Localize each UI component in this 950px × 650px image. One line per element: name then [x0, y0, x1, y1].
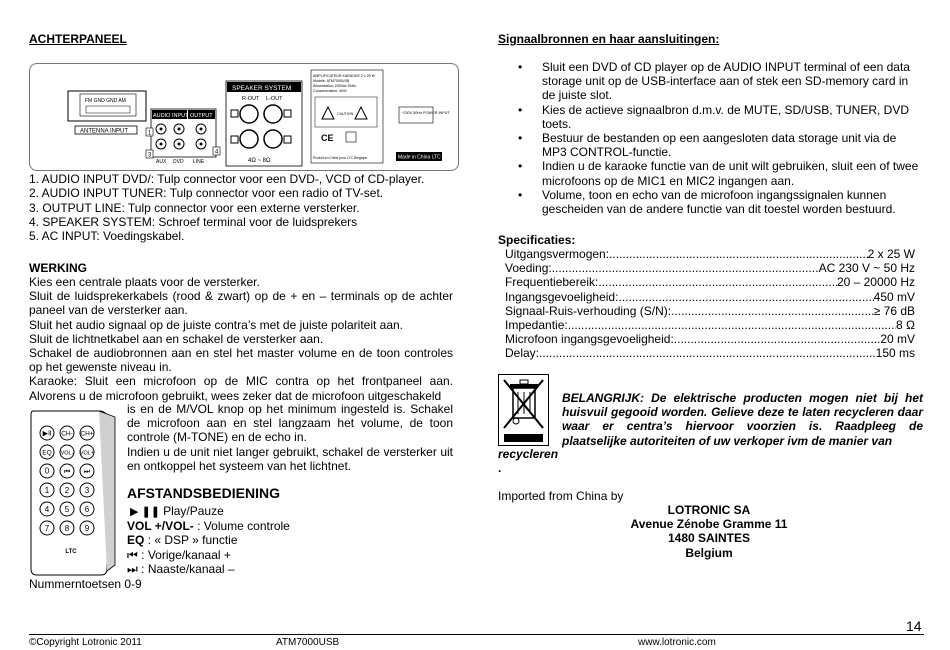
- previous-icon: ⏮: [127, 547, 138, 562]
- page-number: 14: [906, 618, 922, 634]
- next-row: [127, 562, 457, 576]
- prev-row: [127, 548, 457, 562]
- spec-row: [505, 318, 915, 332]
- power-label: ~230V 50Hz POWER INPUT: [401, 111, 450, 115]
- amp-line-1: AMPLIFICATEUR KARAOKE 2 x 25 W: [313, 74, 376, 78]
- address-line: LOTRONIC SA: [667, 503, 751, 517]
- achterpaneel-heading: ACHTERPANEEL: [29, 32, 127, 46]
- svg-text:⏮: ⏮: [63, 468, 71, 476]
- werking-wrap-text: [127, 402, 453, 473]
- speaker-system-label: SPEAKER SYSTEM: [232, 85, 292, 92]
- rear-panel-illustration: [29, 63, 459, 171]
- svg-text:1: 1: [148, 130, 152, 137]
- spec-label: Frequentiebereik:: [505, 275, 599, 290]
- next-desc: : Naaste/kanaal –: [137, 561, 235, 576]
- spec-label: Uitgangsvermogen:: [505, 247, 610, 261]
- connection-item: 2. AUDIO INPUT TUNER: Tulp connector voor een radio of TV-set.: [29, 186, 384, 201]
- made-in-label: Made in China LTC: [398, 154, 441, 161]
- aux-label: AUX: [156, 159, 167, 165]
- svg-text:4: 4: [44, 505, 50, 514]
- eq-key: EQ: [127, 533, 145, 548]
- werking-para: is en de M/VOL knop op het minimum ingesteld is. Schakel de microfoon aan en stel langzaam het volume, de toon controle (M-TONE) en de echo in.: [127, 402, 453, 445]
- spec-value: 2 x 25 W: [867, 247, 915, 261]
- fm-label: FM GND GND AM: [85, 98, 126, 104]
- svg-text:CH+: CH+: [80, 430, 94, 438]
- vol-key: VOL +/VOL-: [127, 519, 194, 534]
- svg-text:3: 3: [148, 152, 152, 159]
- audio-input-label: AUDIO INPUT: [153, 113, 189, 119]
- bullet-item: • Sluit een DVD of CD player op de AUDIO INPUT terminal of een data storage unit op de USB-interface aan of stek een SD-memory card in de juiste slot.: [498, 60, 920, 103]
- werking-para: Sluit de luidsprekerkabels (rood & zwart) op de + en – terminals op de achter paneel van de versterker aan.: [29, 289, 453, 318]
- amp-line-2: Modèle: ATM7000USB: [313, 79, 350, 83]
- svg-text:CH-: CH-: [61, 430, 73, 438]
- svg-text:1: 1: [44, 486, 50, 495]
- spec-value: AC 230 V ~ 50 Hz: [818, 261, 915, 276]
- spec-row: [505, 247, 915, 261]
- spec-label: Microfoon ingangsgevoeligheid:: [505, 332, 674, 347]
- svg-text:0: 0: [44, 466, 50, 476]
- next-icon: ⏭: [127, 561, 138, 576]
- amp-line-3: Alimentation: 230Vac 50Hz: [313, 84, 357, 88]
- eq-row: [127, 533, 457, 547]
- prod-line: Produit en Chine pour LTC Belgique: [313, 156, 368, 160]
- werking-para: Schakel de audiobronnen aan en stel het master volume en de toon controles op het gewenste niveau in.: [29, 346, 453, 375]
- weee-bin-icon: [498, 374, 549, 446]
- werking-text: [29, 275, 453, 403]
- recycling-notice-end: recycleren: [498, 447, 559, 461]
- bullet-item: • Indien u de karaoke functie van de unit wilt gebruiken, sluit een of twee microfoons op de MIC1 en MIC2 ingangen aan.: [498, 159, 920, 187]
- amp-line-4: Consommation: 40W: [313, 89, 347, 93]
- svg-text:6: 6: [84, 505, 90, 514]
- l-out-label: L-OUT: [266, 96, 283, 102]
- spec-label: Signaal-Ruis-verhouding (S/N):: [505, 303, 672, 318]
- svg-text:3: 3: [84, 486, 90, 495]
- svg-text:VOL+: VOL+: [79, 450, 95, 457]
- svg-text:EQ: EQ: [42, 449, 52, 457]
- footer-divider: [29, 634, 924, 635]
- svg-text:VOL-: VOL-: [60, 450, 74, 457]
- spec-value: 450 mV: [873, 289, 915, 304]
- spec-label: Delay:: [505, 346, 540, 361]
- spec-heading: Specificaties:: [498, 233, 576, 247]
- address-line: Avenue Zénobe Gramme 11: [630, 517, 788, 532]
- remote-illustration: [29, 409, 119, 577]
- footer-copyright: ©Copyright Lotronic 2011: [29, 637, 142, 648]
- werking-para: Karaoke: Sluit een microfoon op de MIC contra op het frontpaneel aan. Alvorens u de microfoon gebruikt, wees zeker dat de microfoon uitgeschakeld: [29, 374, 453, 403]
- svg-text:8: 8: [64, 524, 70, 533]
- dvd-label: DVD: [173, 159, 184, 165]
- vol-desc: : Volume controle: [193, 519, 290, 534]
- svg-text:5: 5: [64, 505, 70, 514]
- connection-item: 5. AC INPUT: Voedingskabel.: [29, 229, 185, 244]
- svg-text:CE: CE: [321, 133, 334, 143]
- recycling-notice: BELANGRIJK: De elektrische producten mogen niet bij het huisvuil gegooid worden. Gelieve deze te laten recycleren daar waar er centra’s hiervoor voorzien is. Raadpleeg de plaatselijke autoriteiten of uw verkoper ivm de manier van: [562, 391, 923, 448]
- signaalbronnen-heading: Signaalbronnen en haar aansluitingen:: [498, 32, 720, 46]
- prev-desc: : Vorige/kanaal +: [137, 547, 231, 562]
- spec-label: Voeding:: [505, 261, 552, 276]
- numbers-line: Nummerntoetsen 0-9: [29, 577, 142, 591]
- footer-model: ATM7000USB: [276, 637, 340, 648]
- spec-value: 150 ms: [875, 346, 915, 361]
- spec-row: [505, 261, 915, 275]
- output-label: OUTPUT: [190, 113, 213, 119]
- play-label: Play/Pauze: [163, 504, 224, 518]
- spec-row: [505, 290, 915, 304]
- spec-value: ≥ 76 dB: [873, 303, 915, 318]
- svg-text:4: 4: [215, 149, 219, 156]
- svg-text:7: 7: [44, 524, 50, 533]
- vol-row: [127, 519, 457, 533]
- spec-row: [505, 346, 915, 360]
- address-line: Belgium: [685, 545, 733, 560]
- connection-item: 1. AUDIO INPUT DVD/: Tulp connector voor een DVD-, VCD of CD-player.: [29, 172, 425, 186]
- connection-list: [29, 172, 469, 243]
- spec-row: [505, 304, 915, 318]
- werking-para: Sluit het audio signaal op de juiste contra’s met de juiste polariteit aan.: [29, 317, 404, 332]
- svg-text:9: 9: [84, 524, 90, 533]
- svg-text:⏭: ⏭: [83, 468, 91, 476]
- bullet-item: • Kies de actieve signaalbron d.m.v. de MUTE, SD/USB, TUNER, DVD toets.: [498, 103, 920, 131]
- spec-label: Ingangsgevoeligheid:: [505, 289, 619, 304]
- afstand-list: [127, 504, 457, 576]
- connection-item: 4. SPEAKER SYSTEM: Schroef terminal voor de luidsprekers: [29, 214, 358, 229]
- werking-para: Sluit de lichtnetkabel aan en schakel de versterker aan.: [29, 331, 324, 346]
- address-block: [498, 503, 920, 560]
- play-pause-icon: ▶ ❚❚: [127, 506, 164, 518]
- spec-value: 8 Ω: [896, 318, 915, 333]
- werking-para: Kies een centrale plaats voor de versterker.: [29, 275, 260, 289]
- werking-heading: WERKING: [29, 261, 87, 275]
- signal-bullets: [498, 60, 920, 216]
- spec-table: [505, 247, 915, 361]
- rear-panel-diagram: [30, 64, 460, 172]
- caution-label: CAUTION: [337, 112, 354, 116]
- eq-desc: : « DSP » functie: [144, 533, 238, 548]
- svg-text:2: 2: [64, 486, 70, 495]
- imported-label: Imported from China by: [498, 489, 624, 503]
- line-label: LINE: [193, 159, 205, 165]
- remote-brand: LTC: [65, 549, 77, 555]
- recycling-notice-dot: .: [498, 461, 502, 475]
- ohm-label: 4Ω ~ 8Ω: [248, 158, 271, 164]
- play-row: [127, 504, 457, 519]
- bullet-item: • Volume, toon en echo van de microfoon ingangssignalen kunnen gescheiden van de andere functie van dit toestel worden bestuurd.: [498, 188, 920, 216]
- address-line: 1480 SAINTES: [667, 531, 751, 546]
- svg-text:▶Ⅱ: ▶Ⅱ: [42, 430, 52, 438]
- spec-label: Impedantie:: [505, 318, 568, 333]
- connection-item: 3. OUTPUT LINE: Tulp connector voor een externe versterker.: [29, 200, 360, 215]
- remote-drawing: [29, 409, 119, 577]
- footer-url[interactable]: www.lotronic.com: [638, 637, 716, 648]
- spec-row: [505, 275, 915, 289]
- spec-value: 20 – 20000 Hz: [836, 275, 915, 290]
- spec-row: [505, 332, 915, 346]
- antenna-label: ANTENNA INPUT: [80, 128, 129, 135]
- werking-para: Indien u de unit niet langer gebruikt, schakel de versterker uit en ontkoppel het systeem van het lichtnet.: [127, 444, 453, 473]
- spec-value: 20 mV: [880, 332, 915, 347]
- r-out-label: R-OUT: [242, 96, 260, 102]
- afstand-heading: AFSTANDSBEDIENING: [127, 485, 280, 501]
- bullet-item: • Bestuur de bestanden op een aangesloten data storage unit via de MP3 CONTROL-functie.: [498, 131, 920, 159]
